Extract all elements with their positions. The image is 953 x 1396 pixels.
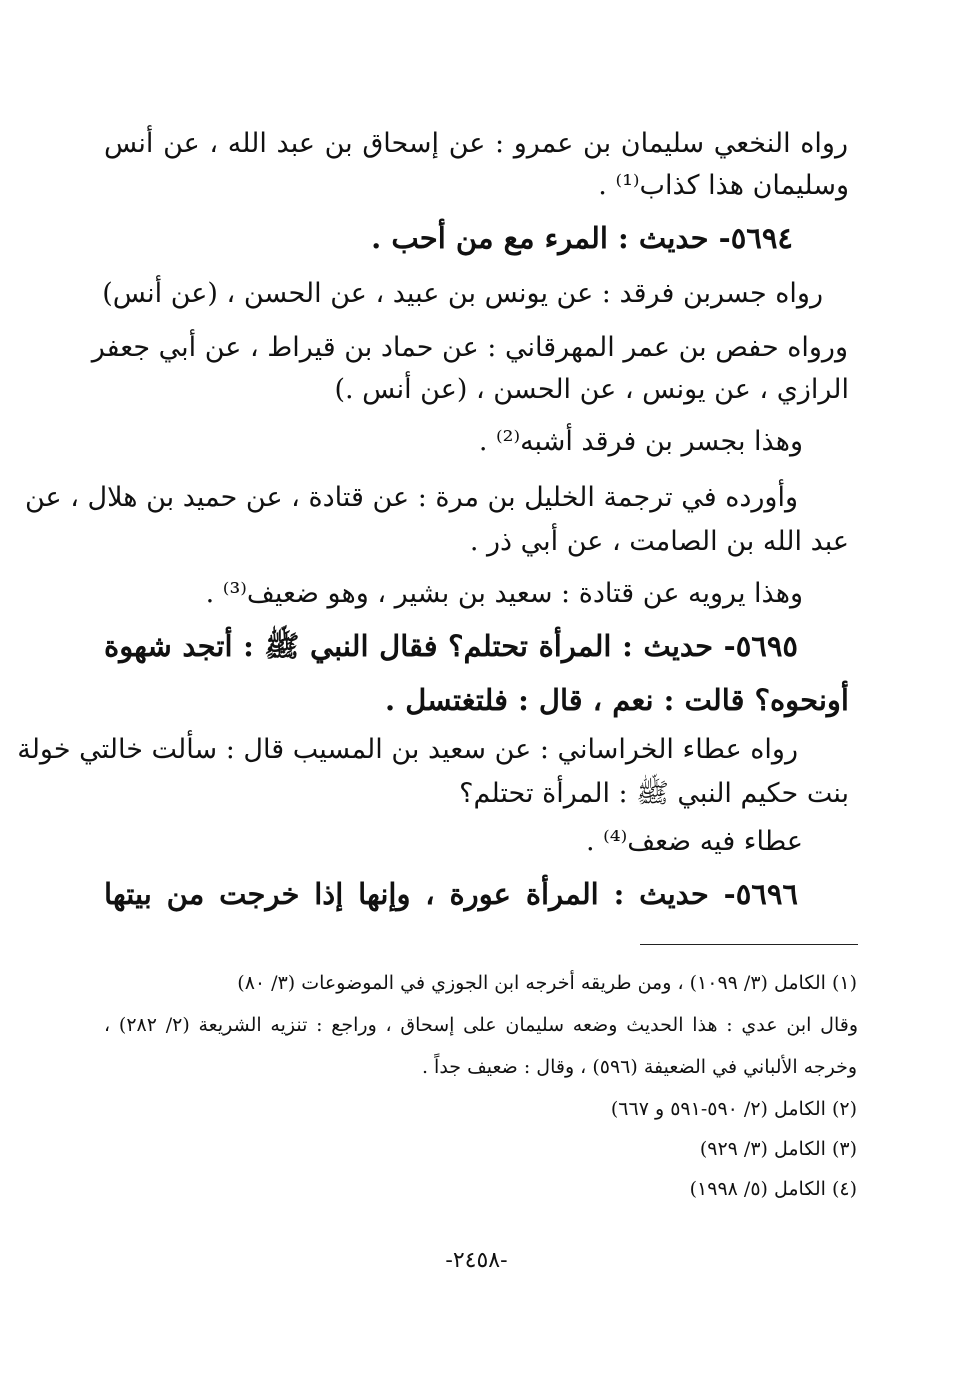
hadith-heading-5694: ٥٦٩٤- حديث : المرء مع من أحب .: [371, 221, 793, 255]
footnote-1-cont: وقال ابن عدي : هذا الحديث وضعه سليمان على إسحاق ، وراجع : تنزيه الشريعة (٢/ ٢٨٢) ،: [104, 1014, 858, 1036]
hadith-heading-5696: ٥٦٩٦- حديث : المرأة عورة ، وإنها إذا خرجت من بيتها: [104, 877, 798, 911]
body-line-4: رواه جسربن فرقد : عن يونس بن عبيد ، عن الحسن ، (عن أنس): [102, 278, 823, 309]
footnote-4: (٤) الكامل (٥/ ١٩٩٨): [689, 1178, 857, 1200]
body-line-14: بنت حكيم النبي ﷺ : المرأة تحتلم؟: [459, 778, 849, 809]
body-line-2: وسليمان هذا كذاب⁽¹⁾ .: [598, 170, 849, 201]
footnote-3: (٣) الكامل (٣/ ٩٢٩): [699, 1138, 857, 1160]
footnote-1-cont-2: وخرجه الألباني في الضعيفة (٥٩٦) ، وقال : ضعيف جداً .: [421, 1056, 857, 1078]
body-line-15: عطاء فيه ضعف⁽⁴⁾ .: [585, 826, 803, 857]
page-number: -٢٤٥٨-: [445, 1248, 508, 1273]
body-line-6: الرازي ، عن يونس ، عن الحسن ، (عن أنس .): [334, 374, 849, 405]
body-line-13: رواه عطاء الخراساني : عن سعيد بن المسيب قال : سألت خالتي خولة: [17, 734, 798, 765]
body-line-5: ورواه حفص بن عمر المهرقاني : عن حماد بن قيراط ، عن أبي جعفر: [91, 332, 848, 363]
body-line-1: رواه النخعي سليمان بن عمرو : عن إسحاق بن عبد الله ، عن أنس: [104, 128, 848, 159]
hadith-heading-5695-cont: أونحوه؟ قالت : نعم ، قال : فلتغتسل .: [385, 683, 849, 717]
body-line-7: وهذا بجسر بن فرقد أشبه⁽²⁾ .: [478, 426, 803, 457]
body-line-9: عبد الله بن الصامت ، عن أبي ذر .: [469, 526, 849, 557]
footnote-2: (٢) الكامل (٢/ ٥٩٠-٥٩١ و ٦٦٧): [610, 1098, 857, 1120]
footnote-1: (١) الكامل (٣/ ١٠٩٩) ، ومن طريقه أخرجه ابن الجوزي في الموضوعات (٣/ ٨٠): [237, 972, 857, 994]
hadith-heading-5695: ٥٦٩٥- حديث : المرأة تحتلم؟ فقال النبي ﷺ : أتجد شهوة: [104, 629, 798, 663]
body-line-8: وأورده في ترجمة الخليل بن مرة : عن قتادة ، عن حميد بن هلال ، عن: [24, 482, 798, 513]
footnote-separator: [640, 944, 858, 945]
body-line-10: وهذا يرويه عن قتادة : سعيد بن بشير ، وهو ضعيف⁽³⁾ .: [205, 578, 803, 609]
